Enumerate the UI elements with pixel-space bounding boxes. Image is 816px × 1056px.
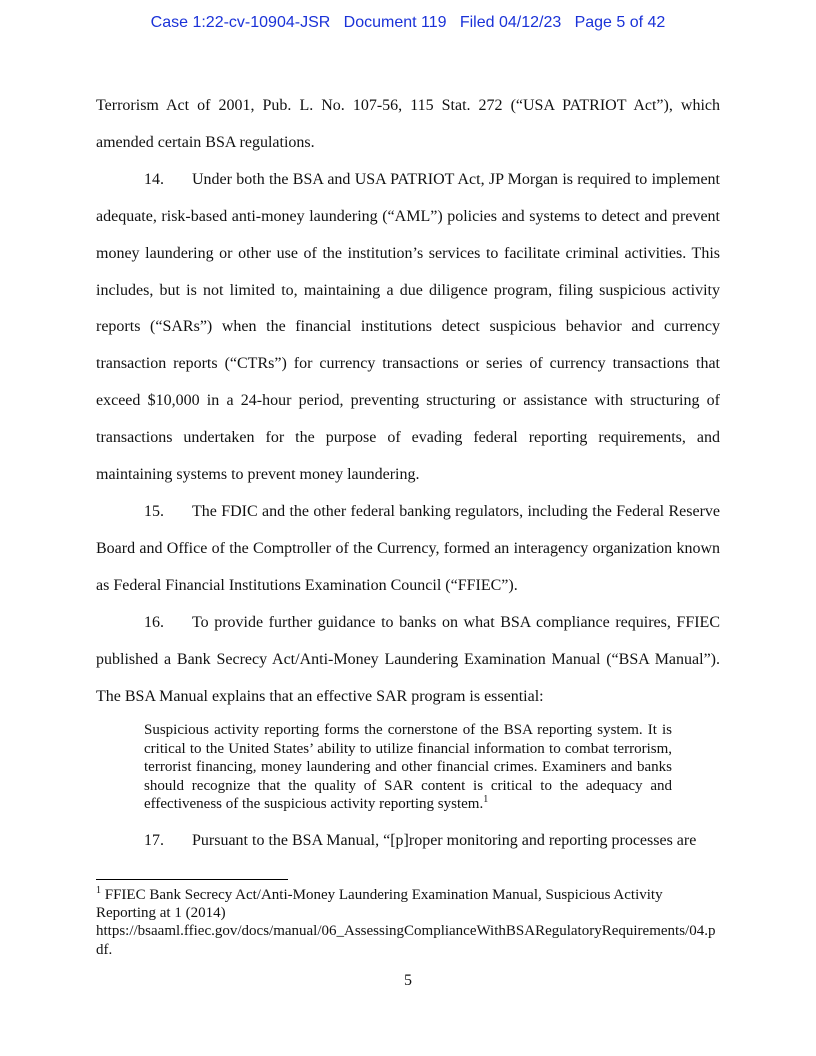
page-number: 5	[404, 972, 412, 989]
footnote-citation	[96, 886, 720, 922]
document-body	[96, 88, 720, 715]
paragraph-number: 14.	[144, 170, 164, 188]
paragraph-17	[96, 823, 720, 859]
paragraph-16	[96, 605, 720, 716]
continuation-paragraph: Terrorism Act of 2001, Pub. L. No. 107-56, 115 Stat. 272 (“USA PATRIOT Act”), which amended certain BSA regulations.	[96, 97, 720, 151]
footnote	[96, 886, 720, 959]
footnote-url[interactable]: https://bsaaml.ffiec.gov/docs/manual/06_AssessingComplianceWithBSARegulatoryRequirements/04.pdf.	[96, 923, 716, 958]
block-quote	[144, 721, 672, 814]
paragraph-number: 17.	[144, 832, 164, 849]
paragraph-text: Under both the BSA and USA PATRIOT Act, JP Morgan is required to implement adequate, risk-based anti-money laundering (“AML”) policies and systems to detect and prevent money laundering or other use of the institution’s services to facilitate criminal activities. This includes, but is not limited to, maintaining a due diligence program, filing suspicious activity reports (“SARs”) when the financial institutions detect suspicious behavior and currency transaction reports (“CTRs”) for currency transactions or series of currency transactions that exceed $10,000 in a 24-hour period, preventing structuring or assistance with structuring of transactions undertaken for the purpose of evading federal reporting requirements, and maintaining systems to prevent money laundering.	[96, 170, 720, 484]
paragraph-text: The FDIC and the other federal banking regulators, including the Federal Reserve Board and Office of the Comptroller of the Currency, formed an interagency organization known as Federal Financial Institutions Examination Council (“FFIEC”).	[96, 502, 720, 594]
footnote-text: FFIEC Bank Secrecy Act/Anti-Money Laundering Examination Manual, Suspicious Activity Reporting at 1 (2014)	[96, 887, 663, 922]
footnote-marker: 1	[96, 885, 101, 896]
footnote-separator	[96, 879, 288, 880]
footnote-reference[interactable]: 1	[483, 794, 489, 806]
paragraph-15	[96, 494, 720, 605]
paragraph-14	[96, 162, 720, 494]
paragraph-number: 15.	[144, 502, 164, 520]
paragraph-number: 16.	[144, 613, 164, 631]
paragraph-text: Pursuant to the BSA Manual, “[p]roper monitoring and reporting processes are	[192, 832, 697, 849]
case-header: Case 1:22-cv-10904-JSR Document 119 Filed 04/12/23 Page 5 of 42	[150, 14, 666, 31]
paragraph-text: To provide further guidance to banks on what BSA compliance requires, FFIEC published a Bank Secrecy Act/Anti-Money Laundering Examination Manual (“BSA Manual”). The BSA Manual explains that an effective SAR program is essential:	[96, 613, 720, 705]
block-quote-text: Suspicious activity reporting forms the cornerstone of the BSA reporting system. It is critical to the United States’ ability to utilize financial information to combat terrorism, terrorist financing, money laundering and other financial crimes. Examiners and banks should recognize that the quality of SAR content is critical to the adequacy and effectiveness of the suspicious activity reporting system.	[144, 722, 672, 813]
